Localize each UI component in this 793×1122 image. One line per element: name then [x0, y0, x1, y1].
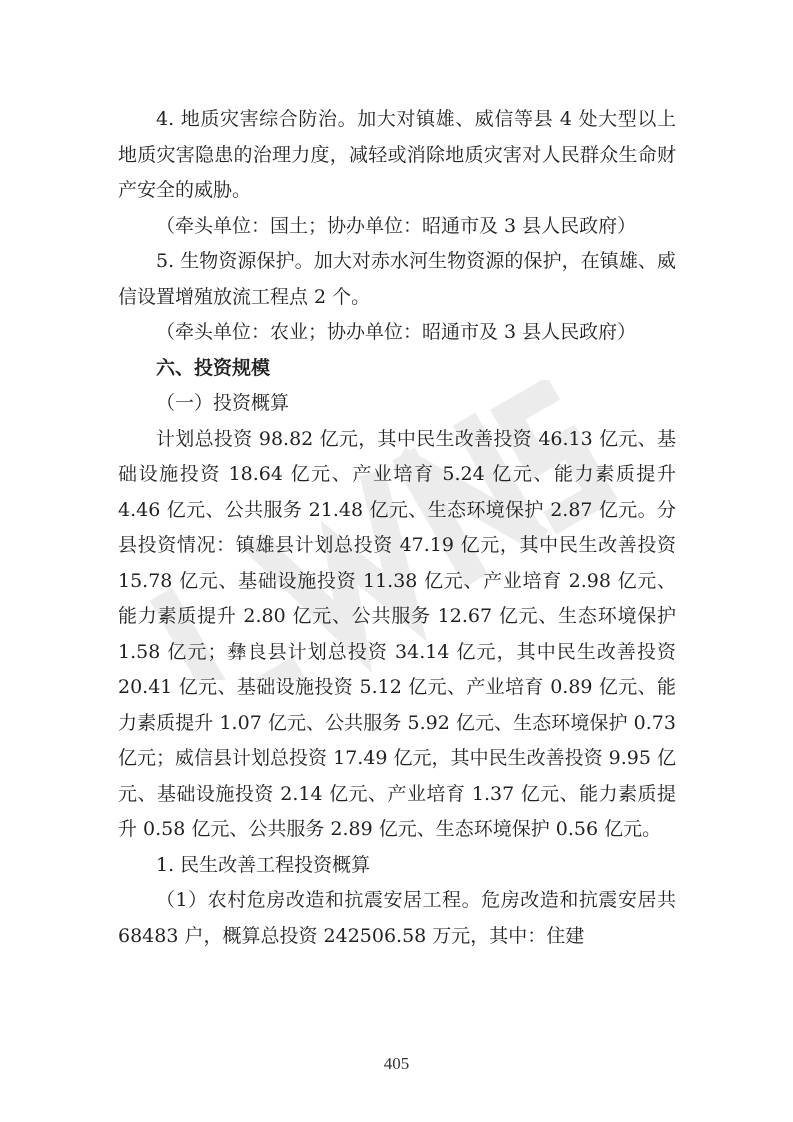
document-body	[118, 102, 676, 954]
subsection-heading-budget: （一）投资概算	[156, 392, 290, 414]
paragraph-investment-summary: 计划总投资 98.82 亿元，其中民生改善投资 46.13 亿元、基础设施投资 18.64 亿元、产业培育 5.24 亿元、能力素质提升 4.46 亿元、公共服务 21.48 亿元、生态环境保护 2.87 亿元。分县投资情况：镇雄县计划总投资 47.19 亿元，其中民生改善投资 15.78 亿元、基础设施投资 11.38 亿元、产业培育 2.98 亿元、能力素质提升 2.80 亿元、公共服务 12.67 亿元、生态环境保护 1.58 亿元；彝良县计划总投资 34.14 亿元，其中民生改善投资 20.41 亿元、基础设施投资 5.12 亿元、产业培育 0.89 亿元、能力素质提升 1.07 亿元、公共服务 5.92 亿元、生态环境保护 0.73 亿元；威信县计划总投资 17.49 亿元，其中民生改善投资 9.95 亿元、基础设施投资 2.14 亿元、产业培育 1.37 亿元、能力素质提升 0.58 亿元、公共服务 2.89 亿元、生态环境保护 0.56 亿元。	[118, 427, 676, 840]
section-heading-investment: 六、投资规模	[156, 356, 271, 379]
paragraph-bio-resource: 5. 生物资源保护。加大对赤水河生物资源的保护，在镇雄、威信设置增殖放流工程点 2 个。	[118, 250, 676, 308]
subsection-heading-livelihood: 1. 民生改善工程投资概算	[156, 853, 371, 876]
paragraph-lead-unit-2: （牵头单位：农业；协办单位：昭通市及 3 县人民政府）	[156, 321, 637, 343]
page-number: 405	[383, 1054, 410, 1073]
paragraph-housing: （1）农村危房改造和抗震安居工程。危房改造和抗震安居共 68483 户，概算总投资 242506.58 万元，其中：住建	[118, 889, 676, 947]
paragraph-lead-unit-1: （牵头单位：国土；协办单位：昭通市及 3 县人民政府）	[156, 214, 637, 237]
paragraph-geohazard: 4. 地质灾害综合防治。加大对镇雄、威信等县 4 处大型以上地质灾害隐患的治理力度，减轻或消除地质灾害对人民群众生命财产安全的威胁。	[118, 108, 676, 201]
